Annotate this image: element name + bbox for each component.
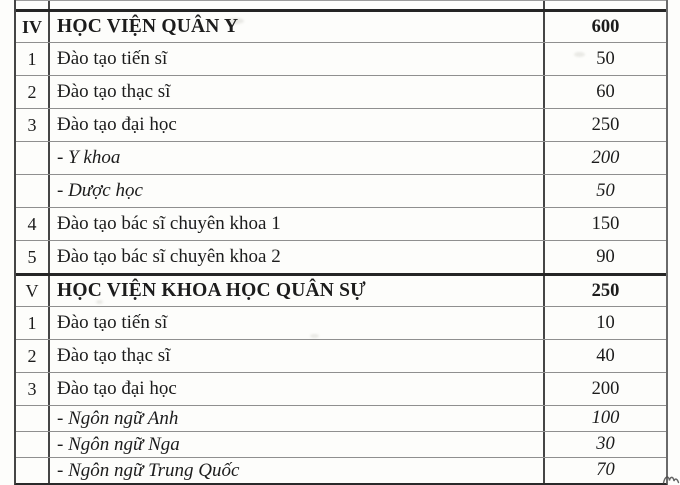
pen-scribble-icon xyxy=(662,473,680,485)
row-label: Đào tạo tiến sĩ xyxy=(50,43,545,75)
row-number-cell: 3 xyxy=(16,373,50,405)
row-value: 50 xyxy=(596,180,615,201)
row-value: 50 xyxy=(596,48,615,69)
row-number-cell xyxy=(16,175,50,207)
partial-number-cell xyxy=(16,1,50,9)
table-row xyxy=(16,42,666,75)
row-value: 90 xyxy=(596,246,615,267)
row-number-cell xyxy=(16,458,50,483)
row-label: Đào tạo đại học xyxy=(50,109,545,141)
row-value: 250 xyxy=(591,114,620,135)
row-value: 100 xyxy=(591,408,620,428)
scan-noise-speck xyxy=(310,334,319,338)
row-label: - Ngôn ngữ Anh xyxy=(50,406,545,431)
row-value: 10 xyxy=(596,312,615,333)
row-number-cell: 5 xyxy=(16,241,50,273)
scan-noise-speck xyxy=(228,18,244,24)
row-number-cell xyxy=(16,406,50,431)
row-label: HỌC VIỆN KHOA HỌC QUÂN SỰ xyxy=(50,276,545,306)
row-label: - Y khoa xyxy=(50,142,545,174)
row-number-cell: 2 xyxy=(16,76,50,108)
row-value: 70 xyxy=(596,460,615,480)
table-row xyxy=(16,372,666,405)
row-value: 200 xyxy=(591,378,620,399)
partial-value-cell xyxy=(545,1,666,9)
row-number-cell: 4 xyxy=(16,208,50,240)
row-label: Đào tạo đại học xyxy=(50,373,545,405)
row-number-cell: 1 xyxy=(16,307,50,339)
row-number-cell xyxy=(16,142,50,174)
table-row-section-v xyxy=(16,273,666,306)
row-value: 200 xyxy=(591,147,620,168)
table-top-partial-row xyxy=(16,0,666,9)
table-row xyxy=(16,207,666,240)
row-value: 150 xyxy=(591,213,620,234)
scan-noise-speck xyxy=(574,52,585,57)
partial-label-cell xyxy=(50,1,545,9)
row-label: - Ngôn ngữ Trung Quốc xyxy=(50,458,545,483)
row-number-cell: 2 xyxy=(16,340,50,372)
row-label: Đào tạo thạc sĩ xyxy=(50,340,545,372)
row-value: 600 xyxy=(591,16,620,37)
row-label: Đào tạo thạc sĩ xyxy=(50,76,545,108)
enrollment-quota-table xyxy=(14,0,668,485)
row-value: 60 xyxy=(596,81,615,102)
table-row xyxy=(16,306,666,339)
row-label: - Ngôn ngữ Nga xyxy=(50,432,545,457)
table-row xyxy=(16,339,666,372)
row-number-cell: V xyxy=(16,276,50,306)
row-label: Đào tạo tiến sĩ xyxy=(50,307,545,339)
row-label: Đào tạo bác sĩ chuyên khoa 1 xyxy=(50,208,545,240)
table-row-subitem xyxy=(16,141,666,174)
row-label: HỌC VIỆN QUÂN Y xyxy=(50,12,545,42)
table-row-subitem xyxy=(16,174,666,207)
table-row xyxy=(16,108,666,141)
row-value: 30 xyxy=(596,434,615,454)
row-value: 40 xyxy=(596,345,615,366)
row-number-cell: 1 xyxy=(16,43,50,75)
table-row xyxy=(16,75,666,108)
table-row-section-iv xyxy=(16,9,666,42)
row-value: 250 xyxy=(591,280,620,301)
table-row-subitem xyxy=(16,457,666,483)
row-number-cell: 3 xyxy=(16,109,50,141)
scan-noise-speck xyxy=(96,300,103,304)
table-row-subitem xyxy=(16,405,666,431)
row-number-cell: IV xyxy=(16,12,50,42)
row-label: Đào tạo bác sĩ chuyên khoa 2 xyxy=(50,241,545,273)
table-row-subitem xyxy=(16,431,666,457)
row-label: - Dược học xyxy=(50,175,545,207)
row-number-cell xyxy=(16,432,50,457)
table-row xyxy=(16,240,666,273)
